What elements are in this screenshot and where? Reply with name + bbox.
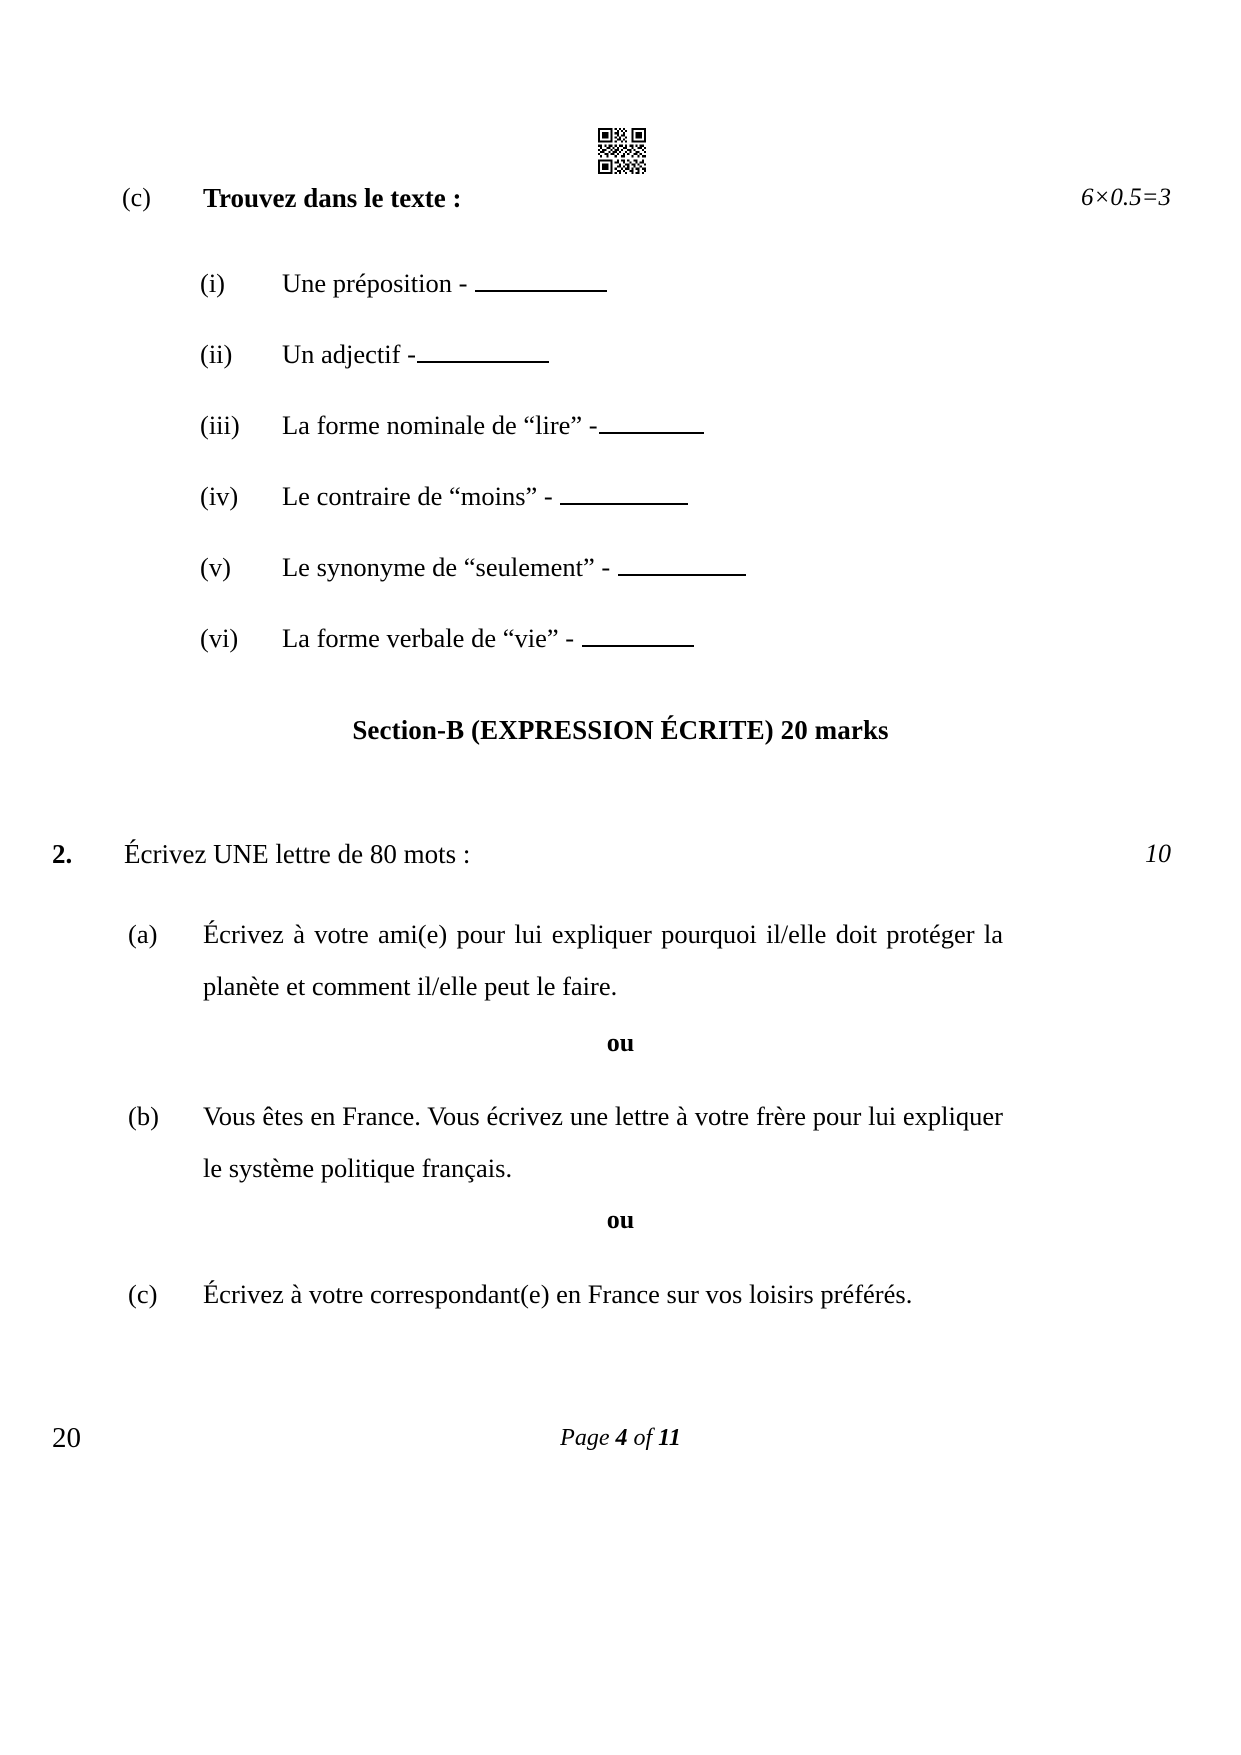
question-c-item-list: [0, 248, 1241, 674]
list-item-number: (ii): [200, 339, 233, 369]
option-separator-ou: ou: [606, 1205, 635, 1234]
list-item: [0, 390, 1241, 461]
question-c-marks: 6×0.5=3: [1081, 184, 1171, 211]
list-item: [0, 461, 1241, 532]
answer-blank[interactable]: [417, 336, 549, 363]
answer-blank[interactable]: [582, 620, 694, 647]
option-text: Écrivez à votre ami(e) pour lui expliquer pourquoi il/elle doit protéger la planète et comment il/elle peut le faire.: [203, 919, 1003, 1001]
list-item-text: La forme nominale de “lire” -: [282, 390, 704, 461]
page-total: 11: [658, 1425, 681, 1451]
list-item-number: (i): [200, 268, 226, 298]
page-indicator: Page 4 of 11: [560, 1425, 681, 1451]
question-2-number: 2.: [52, 839, 73, 869]
page-current: 4: [615, 1425, 628, 1451]
question-2-text: Écrivez UNE lettre de 80 mots :: [124, 839, 471, 869]
list-item: [0, 248, 1241, 319]
list-item-text: Une préposition -: [282, 248, 607, 319]
list-item-number: (vi): [200, 623, 239, 653]
option-text: Vous êtes en France. Vous écrivez une lettre à votre frère pour lui expliquer le système politique français.: [203, 1101, 1003, 1183]
list-item: [0, 603, 1241, 674]
qr-code-icon: [598, 128, 646, 174]
list-item-text: La forme verbale de “vie” -: [282, 603, 694, 674]
answer-blank[interactable]: [560, 478, 688, 505]
question-c-header: [0, 178, 1241, 218]
list-item: [0, 532, 1241, 603]
list-item-number: (iii): [200, 410, 240, 440]
answer-blank[interactable]: [475, 265, 607, 292]
option-label: (c): [128, 1279, 158, 1309]
section-b-heading: Section-B (EXPRESSION ÉCRITE) 20 marks: [352, 715, 889, 745]
list-item-text: Un adjectif -: [282, 319, 549, 390]
list-item-text: Le contraire de “moins” -: [282, 461, 688, 532]
list-item: [0, 319, 1241, 390]
question-c-title: Trouvez dans le texte :: [203, 183, 462, 213]
paper-code-number: 20: [52, 1422, 81, 1454]
question-c-label: (c): [122, 183, 151, 212]
option-separator-ou: ou: [606, 1028, 635, 1057]
answer-blank[interactable]: [618, 549, 746, 576]
option-label: (a): [128, 919, 158, 949]
list-item-text: Le synonyme de “seulement” -: [282, 532, 746, 603]
list-item-number: (v): [200, 552, 231, 582]
option-label: (b): [128, 1101, 159, 1131]
question-2-marks: 10: [1145, 839, 1171, 868]
question-2-header: [0, 833, 1241, 875]
page-footer: [0, 1418, 1241, 1458]
answer-blank[interactable]: [599, 407, 704, 434]
option-text: Écrivez à votre correspondant(e) en France sur vos loisirs préférés.: [203, 1279, 913, 1309]
list-item-number: (iv): [200, 481, 239, 511]
